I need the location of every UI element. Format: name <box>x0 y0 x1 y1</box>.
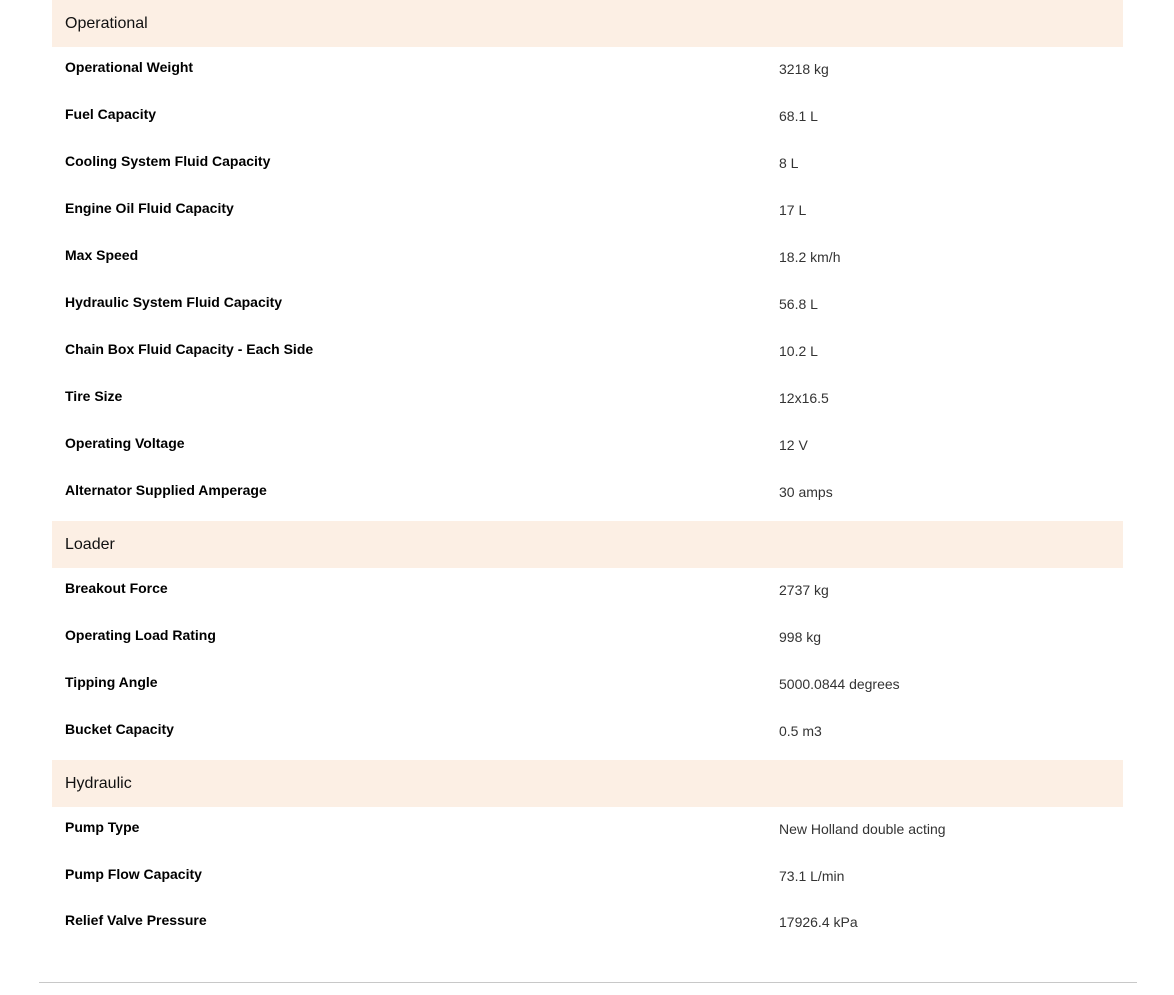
spec-value: 10.2 L <box>779 343 818 359</box>
spec-row <box>52 94 1123 141</box>
spec-row <box>52 329 1123 376</box>
spec-row <box>52 615 1123 662</box>
spec-label: Cooling System Fluid Capacity <box>65 153 271 169</box>
spec-value: 3218 kg <box>779 61 829 77</box>
section-header-operational: Operational <box>52 0 1123 47</box>
spec-label: Operational Weight <box>65 59 194 75</box>
spec-row <box>52 568 1123 615</box>
spec-row <box>52 709 1123 756</box>
spec-label: Tipping Angle <box>65 674 158 690</box>
spec-row <box>52 854 1123 900</box>
spec-label: Chain Box Fluid Capacity - Each Side <box>65 341 314 357</box>
spec-value: 12 V <box>779 437 808 453</box>
spec-value: 12x16.5 <box>779 390 829 406</box>
spec-row <box>52 141 1123 188</box>
spec-value: 73.1 L/min <box>779 868 845 884</box>
spec-row <box>52 235 1123 282</box>
spec-label: Fuel Capacity <box>65 106 157 122</box>
spec-label: Bucket Capacity <box>65 721 174 737</box>
spec-value: 0.5 m3 <box>779 723 822 739</box>
spec-value: 68.1 L <box>779 108 818 124</box>
spec-label: Operating Load Rating <box>65 627 216 643</box>
spec-label: Engine Oil Fluid Capacity <box>65 200 234 216</box>
spec-value: 2737 kg <box>779 582 829 598</box>
bottom-divider <box>39 982 1137 983</box>
section-header-hydraulic: Hydraulic <box>52 760 1123 807</box>
spec-table <box>52 0 1123 947</box>
spec-label: Max Speed <box>65 247 139 263</box>
spec-value: New Holland double acting <box>779 821 946 837</box>
spec-row <box>52 662 1123 709</box>
spec-value: 56.8 L <box>779 296 818 312</box>
spec-row <box>52 807 1123 854</box>
spec-value: 17926.4 kPa <box>779 914 858 930</box>
spec-row <box>52 376 1123 423</box>
spec-value: 5000.0844 degrees <box>779 676 900 692</box>
spec-label: Hydraulic System Fluid Capacity <box>65 294 283 310</box>
spec-row <box>52 47 1123 94</box>
spec-label: Breakout Force <box>65 580 168 596</box>
spec-value: 998 kg <box>779 629 822 645</box>
spec-row <box>52 188 1123 235</box>
spec-label: Tire Size <box>65 388 123 404</box>
section-header-loader: Loader <box>52 521 1123 568</box>
spec-label: Relief Valve Pressure <box>65 912 207 928</box>
spec-label: Alternator Supplied Amperage <box>65 482 267 498</box>
spec-row <box>52 423 1123 470</box>
spec-label: Pump Flow Capacity <box>65 866 202 882</box>
spec-value: 8 L <box>779 155 799 171</box>
spec-row <box>52 900 1123 947</box>
spec-row <box>52 470 1123 517</box>
spec-value: 30 amps <box>779 484 833 500</box>
spec-row <box>52 282 1123 329</box>
spec-label: Pump Type <box>65 819 140 835</box>
spec-value: 18.2 km/h <box>779 249 841 265</box>
spec-value: 17 L <box>779 202 807 218</box>
spec-label: Operating Voltage <box>65 435 185 451</box>
